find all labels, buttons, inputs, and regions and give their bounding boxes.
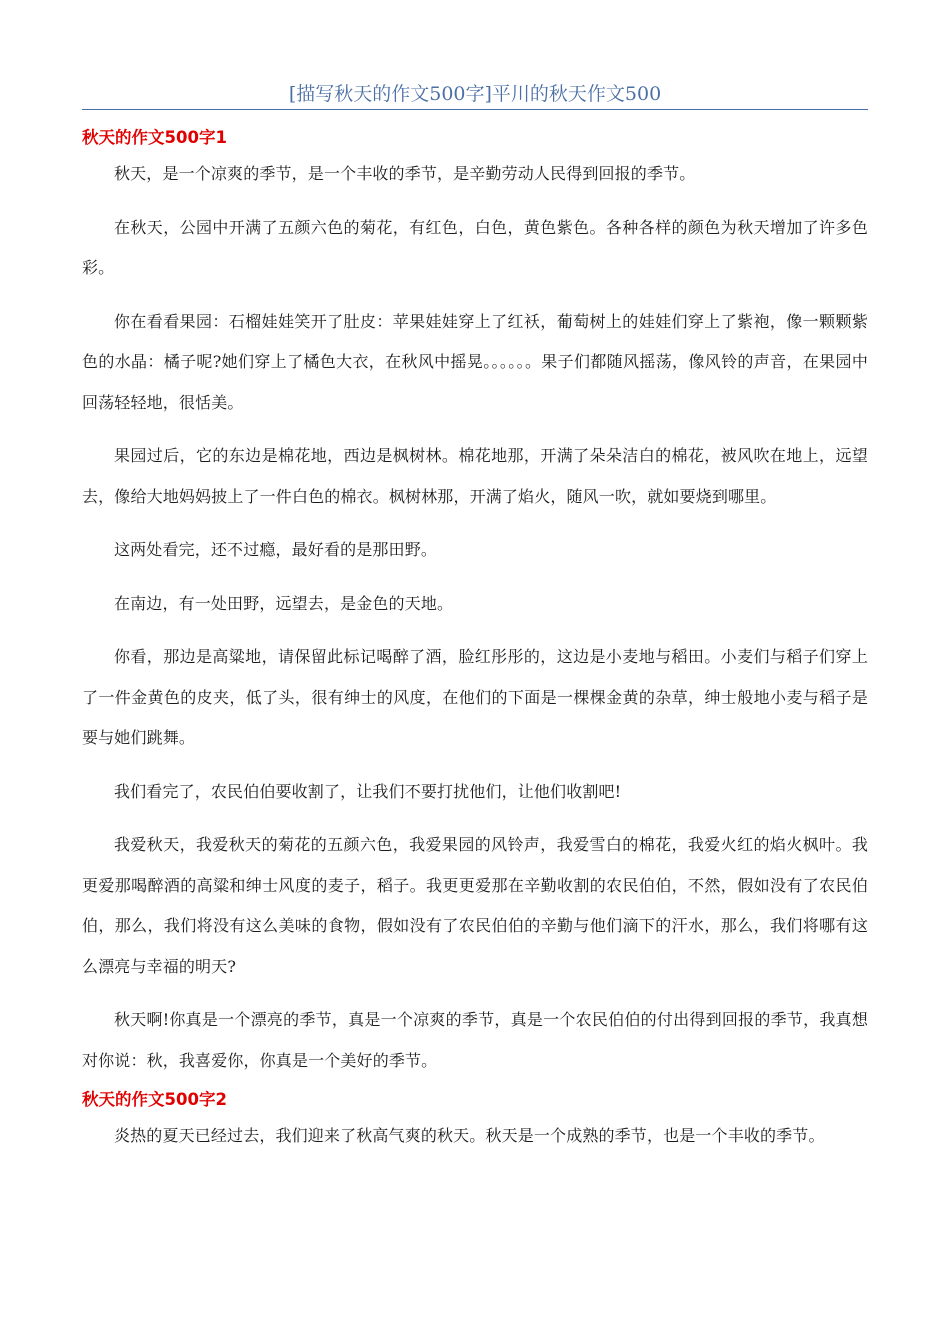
essay-section-1 [82, 122, 868, 1081]
document-title: [描写秋天的作文500字]平川的秋天作文500 [288, 83, 662, 105]
paragraph: 秋天，是一个凉爽的季节，是一个丰收的季节，是辛勤劳动人民得到回报的季节。 [114, 164, 696, 183]
paragraph: 我们看完了，农民伯伯要收割了，让我们不要打扰他们，让他们收割吧! [114, 781, 622, 801]
essay-section-2 [82, 1084, 868, 1157]
section-heading: 秋天的作文500字2 [82, 1090, 227, 1109]
paragraph: 你在看看果园：石榴娃娃笑开了肚皮：苹果娃娃穿上了红袄，葡萄树上的娃娃们穿上了紫袍，像一颗颗紫色的水晶：橘子呢?她们穿上了橘色大衣，在秋风中摇晃。。。。。。果子们都随风摇荡，像风铃的声音，在果园中回荡轻轻地，很恬美。 [82, 311, 868, 412]
paragraph: 炎热的夏天已经过去，我们迎来了秋高气爽的秋天。秋天是一个成熟的季节，也是一个丰收的季节。 [114, 1126, 825, 1145]
paragraph: 这两处看完，还不过瘾，最好看的是那田野。 [114, 540, 438, 559]
document-body [82, 122, 868, 1160]
title-divider [82, 109, 868, 110]
paragraph: 果园过后，它的东边是棉花地，西边是枫树林。棉花地那，开满了朵朵洁白的棉花，被风吹在地上，远望去，像给大地妈妈披上了一件白色的棉衣。枫树林那，开满了焰火，随风一吹，就如要烧到哪里。 [82, 446, 868, 506]
paragraph: 在南边，有一处田野，远望去，是金色的天地。 [114, 593, 454, 613]
paragraph: 我爱秋天，我爱秋天的菊花的五颜六色，我爱果园的风铃声，我爱雪白的棉花，我爱火红的焰火枫叶。我更爱那喝醉酒的高粱和绅士风度的麦子，稻子。我更更爱那在辛勤收割的农民伯伯，不然，假如没有了农民伯伯，那么，我们将没有这么美味的食物，假如没有了农民伯伯的辛勤与他们滴下的汗水，那么，我们将哪有这么漂亮与幸福的明天? [82, 835, 868, 976]
paragraph: 秋天啊!你真是一个漂亮的季节，真是一个凉爽的季节，真是一个农民伯伯的付出得到回报的季节，我真想对你说：秋，我喜爱你，你真是一个美好的季节。 [82, 1010, 868, 1070]
paragraph: 在秋天，公园中开满了五颜六色的菊花，有红色，白色，黄色紫色。各种各样的颜色为秋天增加了许多色彩。 [82, 217, 868, 277]
paragraph: 你看，那边是高粱地，请保留此标记喝醉了酒，脸红彤彤的，这边是小麦地与稻田。小麦们与稻子们穿上了一件金黄色的皮夹，低了头，很有绅士的风度，在他们的下面是一棵棵金黄的杂草，绅士般地小麦与稻子是要与她们跳舞。 [82, 647, 868, 747]
section-heading: 秋天的作文500字1 [82, 128, 227, 147]
